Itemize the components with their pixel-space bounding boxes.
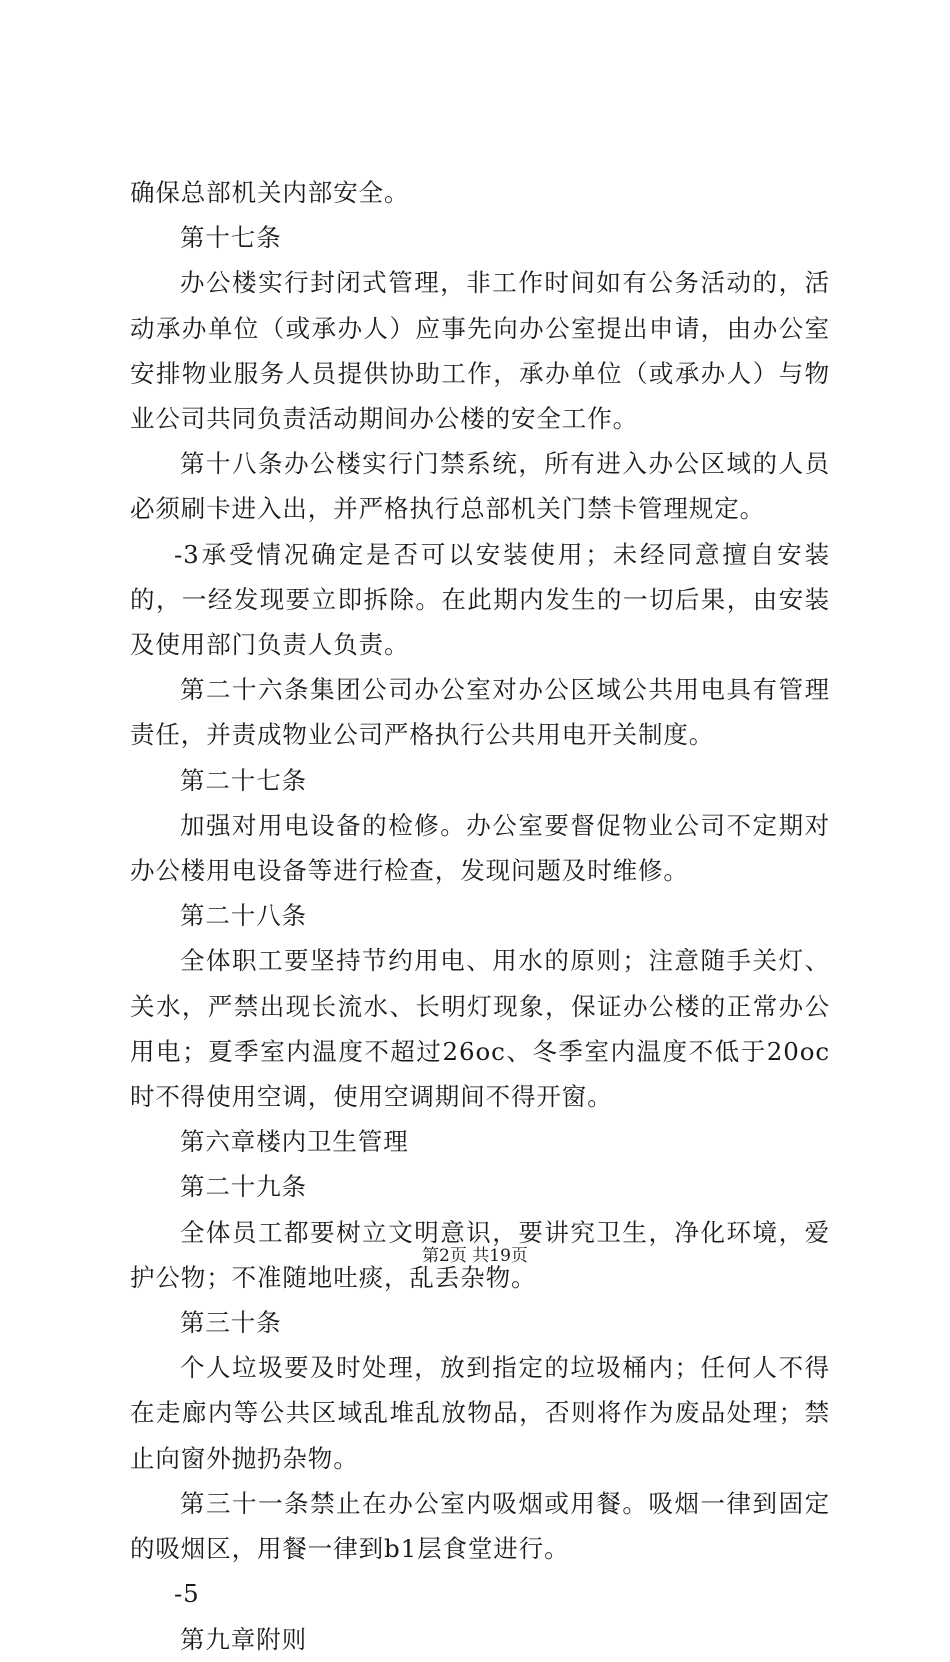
page-footer: 第2页 共19页 bbox=[422, 1246, 528, 1266]
page-marker-5: -5 bbox=[174, 1579, 200, 1609]
paragraph-1: 确保总部机关内部安全。 bbox=[130, 178, 410, 207]
paragraph-article-31: 第三十一条禁止在办公室内吸烟或用餐。吸烟一律到固定的吸烟区，用餐一律到b1层食堂进行。 bbox=[130, 1488, 830, 1564]
article-heading-17: 第十七条 bbox=[180, 223, 282, 253]
paragraph-article-28: 全体职工要坚持节约用电、用水的原则；注意随手关灯、关水，严禁出现长流水、长明灯现象，保证办公楼的正常办公用电；夏季室内温度不超过26oc、冬季室内温度不低于20oc时不得使用空调，使用空调期间不得开窗。 bbox=[130, 946, 830, 1112]
document-body bbox=[130, 170, 830, 1662]
article-heading-30: 第三十条 bbox=[180, 1308, 282, 1338]
article-heading-27: 第二十七条 bbox=[180, 765, 307, 795]
paragraph-article-27: 加强对用电设备的检修。办公室要督促物业公司不定期对办公楼用电设备等进行检查，发现问题及时维修。 bbox=[130, 810, 830, 886]
chapter-heading-9: 第九章附则 bbox=[180, 1624, 307, 1654]
paragraph-article-30: 个人垃圾要及时处理，放到指定的垃圾桶内；任何人不得在走廊内等公共区域乱堆乱放物品，否则将作为废品处理；禁止向窗外抛扔杂物。 bbox=[130, 1353, 830, 1473]
paragraph-article-18: 第十八条办公楼实行门禁系统，所有进入办公区域的人员必须刷卡进入出，并严格执行总部机关门禁卡管理规定。 bbox=[130, 449, 830, 524]
chapter-heading-6: 第六章楼内卫生管理 bbox=[180, 1127, 409, 1157]
paragraph-article-17: 办公楼实行封闭式管理，非工作时间如有公务活动的，活动承办单位（或承办人）应事先向办公室提出申请，由办公室安排物业服务人员提供协助工作，承办单位（或承办人）与物业公司共同负责活动期间办公楼的安全工作。 bbox=[130, 268, 830, 434]
paragraph-fragment-3: -3承受情况确定是否可以安装使用；未经同意擅自安装的，一经发现要立即拆除。在此期内发生的一切后果，由安装及使用部门负责人负责。 bbox=[130, 539, 830, 660]
paragraph-article-26: 第二十六条集团公司办公室对办公区域公共用电具有管理责任，并责成物业公司严格执行公共用电开关制度。 bbox=[130, 675, 830, 750]
paragraph-article-29: 全体员工都要树立文明意识，要讲究卫生，净化环境，爱护公物；不准随地吐痰，乱丢杂物。 bbox=[130, 1217, 830, 1292]
article-heading-29: 第二十九条 bbox=[180, 1172, 307, 1202]
article-heading-28: 第二十八条 bbox=[180, 901, 307, 931]
